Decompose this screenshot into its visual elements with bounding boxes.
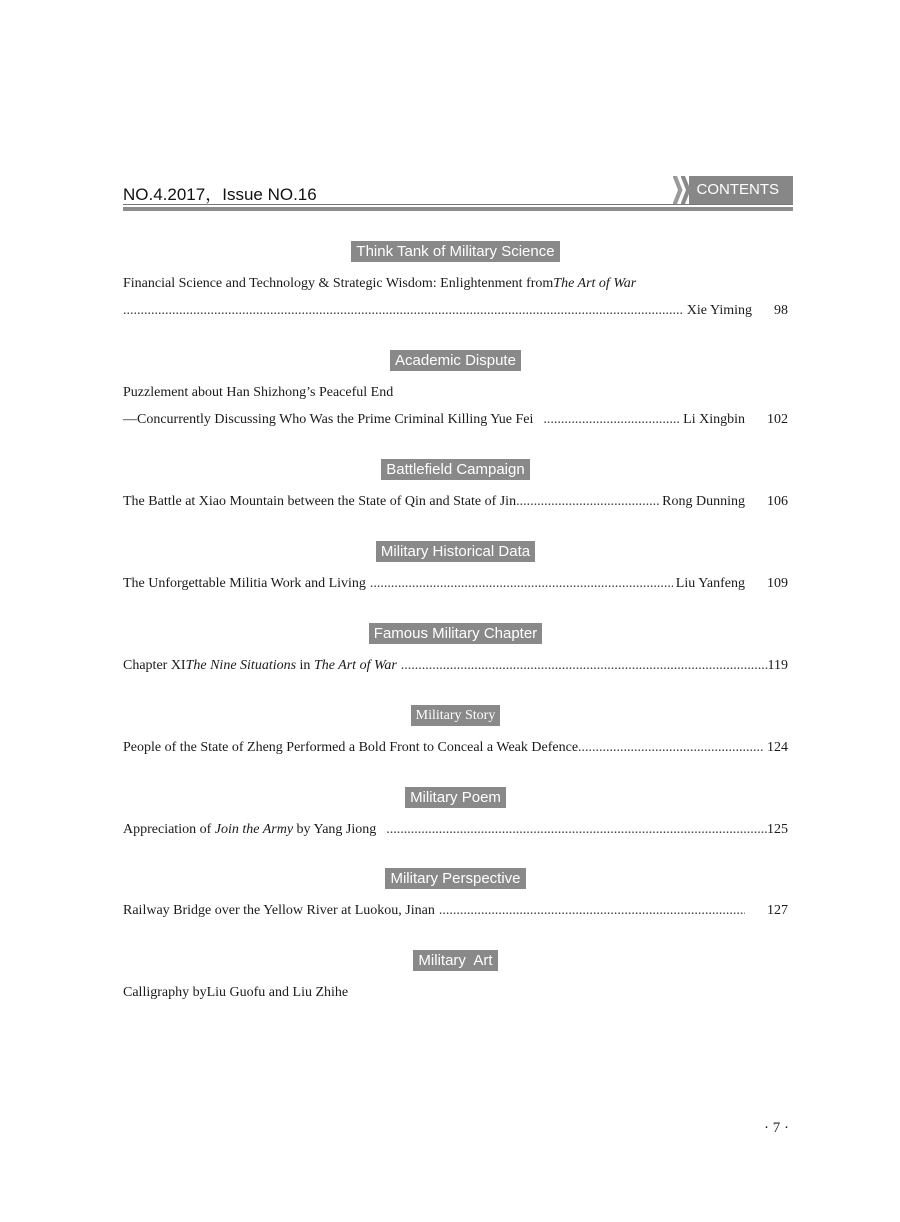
contents-tab: [673, 176, 794, 204]
category-label: Think Tank of Military Science: [351, 241, 559, 262]
author: Rong Dunning: [662, 494, 745, 509]
category-label: Military Historical Data: [376, 541, 535, 562]
category-label: Famous Military Chapter: [369, 623, 542, 644]
issue-label: NO.4.2017，Issue NO.16: [123, 185, 317, 204]
toc-entry-title[interactable]: People of the State of Zheng Performed a Bold Front to Conceal a Weak Defence ..... 124: [123, 734, 788, 761]
toc-entry-title[interactable]: Railway Bridge over the Yellow River at Luokou, Jinan ..... 127: [123, 897, 788, 924]
page-ref: 125: [767, 822, 788, 837]
toc-entry-leader-line: [123, 297, 788, 324]
page-ref: 106: [767, 494, 788, 509]
dot-leader: [578, 734, 764, 761]
dot-leader: [370, 570, 673, 597]
toc-entry-title[interactable]: Puzzlement about Han Shizhong’s Peaceful End: [123, 385, 394, 400]
toc-section: [123, 787, 788, 843]
chevron-right-icon: [673, 176, 683, 204]
page-number: · 7 ·: [764, 1120, 789, 1136]
category-label: Battlefield Campaign: [381, 459, 529, 480]
dot-leader: [386, 816, 767, 843]
toc-entry-title[interactable]: Appreciation of Join the Army by Yang Jiong ..... 125: [123, 816, 788, 843]
page-header: [123, 176, 793, 216]
author: Li Xingbin: [683, 412, 745, 427]
dot-leader: [516, 488, 659, 515]
header-rule-thick: [123, 207, 793, 211]
dot-leader: [543, 406, 680, 433]
category-label: Academic Dispute: [390, 350, 521, 371]
toc-section: [123, 541, 788, 597]
page-ref: 127: [767, 903, 788, 918]
dot-leader: [439, 897, 745, 924]
toc-entry-title[interactable]: The Unforgettable Militia Work and Living ..... Liu Yanfeng 109: [123, 570, 788, 597]
author: Xie Yiming: [686, 303, 752, 318]
toc-entry-title[interactable]: Financial Science and Technology & Strategic Wisdom: Enlightenment from The Art of War: [123, 276, 637, 291]
page-ref: 124: [767, 740, 788, 755]
toc-section: [123, 459, 788, 515]
page-ref: 102: [767, 412, 788, 427]
toc-section: [123, 623, 788, 679]
category-label: Military Story: [411, 705, 501, 726]
toc-section: [123, 868, 788, 924]
toc-section: [123, 705, 788, 761]
page-ref: 109: [767, 576, 788, 591]
contents-label: CONTENTS: [689, 176, 794, 204]
toc-entry-title[interactable]: Chapter XI The Nine Situations in The Art of War ..... 119: [123, 652, 788, 679]
toc-entry-title[interactable]: Calligraphy byLiu Guofu and Liu Zhihe: [123, 985, 349, 1000]
header-rule-thin: [123, 204, 793, 205]
author: Liu Yanfeng: [675, 576, 745, 591]
toc-entry-subtitle[interactable]: —Concurrently Discussing Who Was the Prime Criminal Killing Yue Fei ..... Li Xingbin 102: [123, 406, 788, 433]
toc-entry-title[interactable]: The Battle at Xiao Mountain between the State of Qin and State of Jin ..... Rong Dunning 106: [123, 488, 788, 515]
category-label: Military Poem: [405, 787, 506, 808]
toc-section: [123, 241, 788, 324]
dot-leader: [401, 652, 768, 679]
page-ref: 119: [767, 658, 788, 673]
toc-section: [123, 950, 788, 1006]
category-label: Military Art: [413, 950, 497, 971]
category-label: Military Perspective: [385, 868, 525, 889]
page-ref: 98: [774, 303, 788, 318]
dot-leader: [123, 297, 684, 324]
toc-section: [123, 350, 788, 433]
